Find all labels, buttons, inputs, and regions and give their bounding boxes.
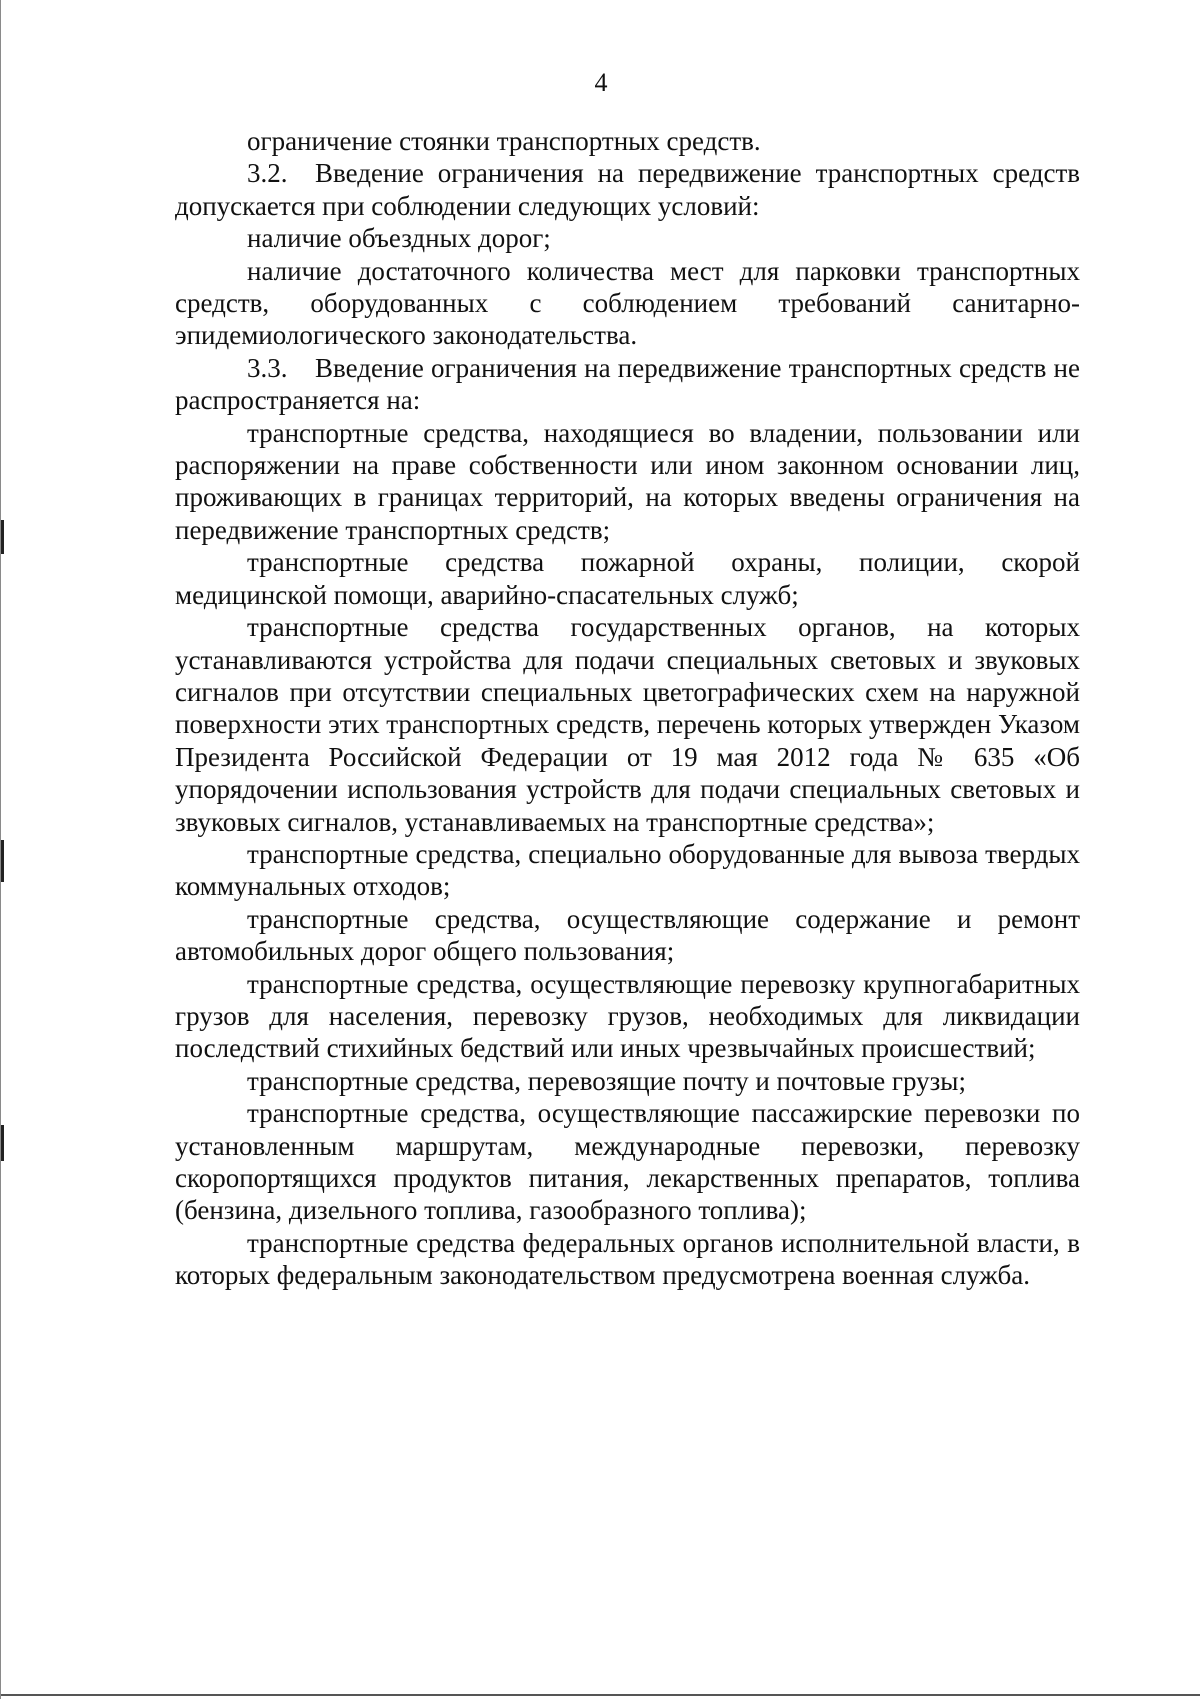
- exception-government-vehicles: транспортные средства государственных органов, на которых устанавливаются устройства для подачи специальных световых и звуковых сигналов при отсутствии специальных цветографических схем на наружной поверхности этих транспортных средств, перечень которых утвержден Указом Президента Российской Федерации от 19 мая 2012 года № 635 «Об упорядочении использования устройств для подачи специальных световых и звуковых сигналов, устанавливаемых на транспортные средства»;: [175, 612, 1080, 837]
- condition-parking-places: наличие достаточного количества мест для парковки транспортных средств, оборудованных с соблюдением требований санитарно-эпидемиологического законодательства.: [175, 255, 1080, 351]
- document-text: [175, 125, 1080, 1292]
- clause-3-3: [175, 352, 1080, 417]
- exception-emergency-services: транспортные средства пожарной охраны, полиции, скорой медицинской помощи, аварийно-спасательных служб;: [175, 547, 1080, 610]
- scan-edge-mark: [1, 1125, 4, 1161]
- page-number: 4: [594, 68, 608, 97]
- clause-number: 3.3.: [247, 352, 288, 383]
- scan-edge-mark: [1, 840, 4, 882]
- exception-waste-removal: транспортные средства, специально оборудованные для вывоза твердых коммунальных отходов;: [175, 838, 1080, 902]
- paragraph-parking-restriction: ограничение стоянки транспортных средств.: [247, 126, 761, 156]
- scan-edge-mark: [1, 520, 4, 554]
- exception-residents-vehicles: транспортные средства, находящиеся во владении, пользовании или распоряжении на праве собственности или ином законном основании лиц, проживающих в границах территорий, на которых введены ограничения на передвижение транспортных средств;: [175, 417, 1080, 545]
- exception-federal-military: транспортные средства федеральных органов исполнительной власти, в которых федеральным законодательством предусмотрена военная служба.: [175, 1227, 1080, 1291]
- exception-postal-vehicles: транспортные средства, перевозящие почту и почтовые грузы;: [247, 1065, 966, 1096]
- exception-passenger-and-perishable: транспортные средства, осуществляющие пассажирские перевозки по установленным маршрутам, международные перевозки, перевозку скоропортящихся продуктов питания, лекарственных препаратов, топлива (бензина, дизельного топлива, газообразного топлива);: [175, 1098, 1080, 1226]
- clause-text: Введение ограничения на передвижение транспортных средств не распространяется на:: [175, 352, 1080, 416]
- clause-number: 3.2.: [247, 158, 288, 189]
- exception-road-maintenance: транспортные средства, осуществляющие содержание и ремонт автомобильных дорог общего пользования;: [175, 903, 1080, 967]
- clause-3-2: [175, 157, 1080, 222]
- page-bottom-border: [1, 1694, 1200, 1696]
- exception-large-cargo: транспортные средства, осуществляющие перевозку крупногабаритных грузов для населения, перевозку грузов, необходимых для ликвидации последствий стихийных бедствий или иных чрезвычайных происшествий;: [175, 968, 1080, 1064]
- clause-text: Введение ограничения на передвижение транспортных средств допускается при соблюдении следующих условий:: [175, 158, 1080, 221]
- condition-detour-roads: наличие объездных дорог;: [247, 223, 551, 254]
